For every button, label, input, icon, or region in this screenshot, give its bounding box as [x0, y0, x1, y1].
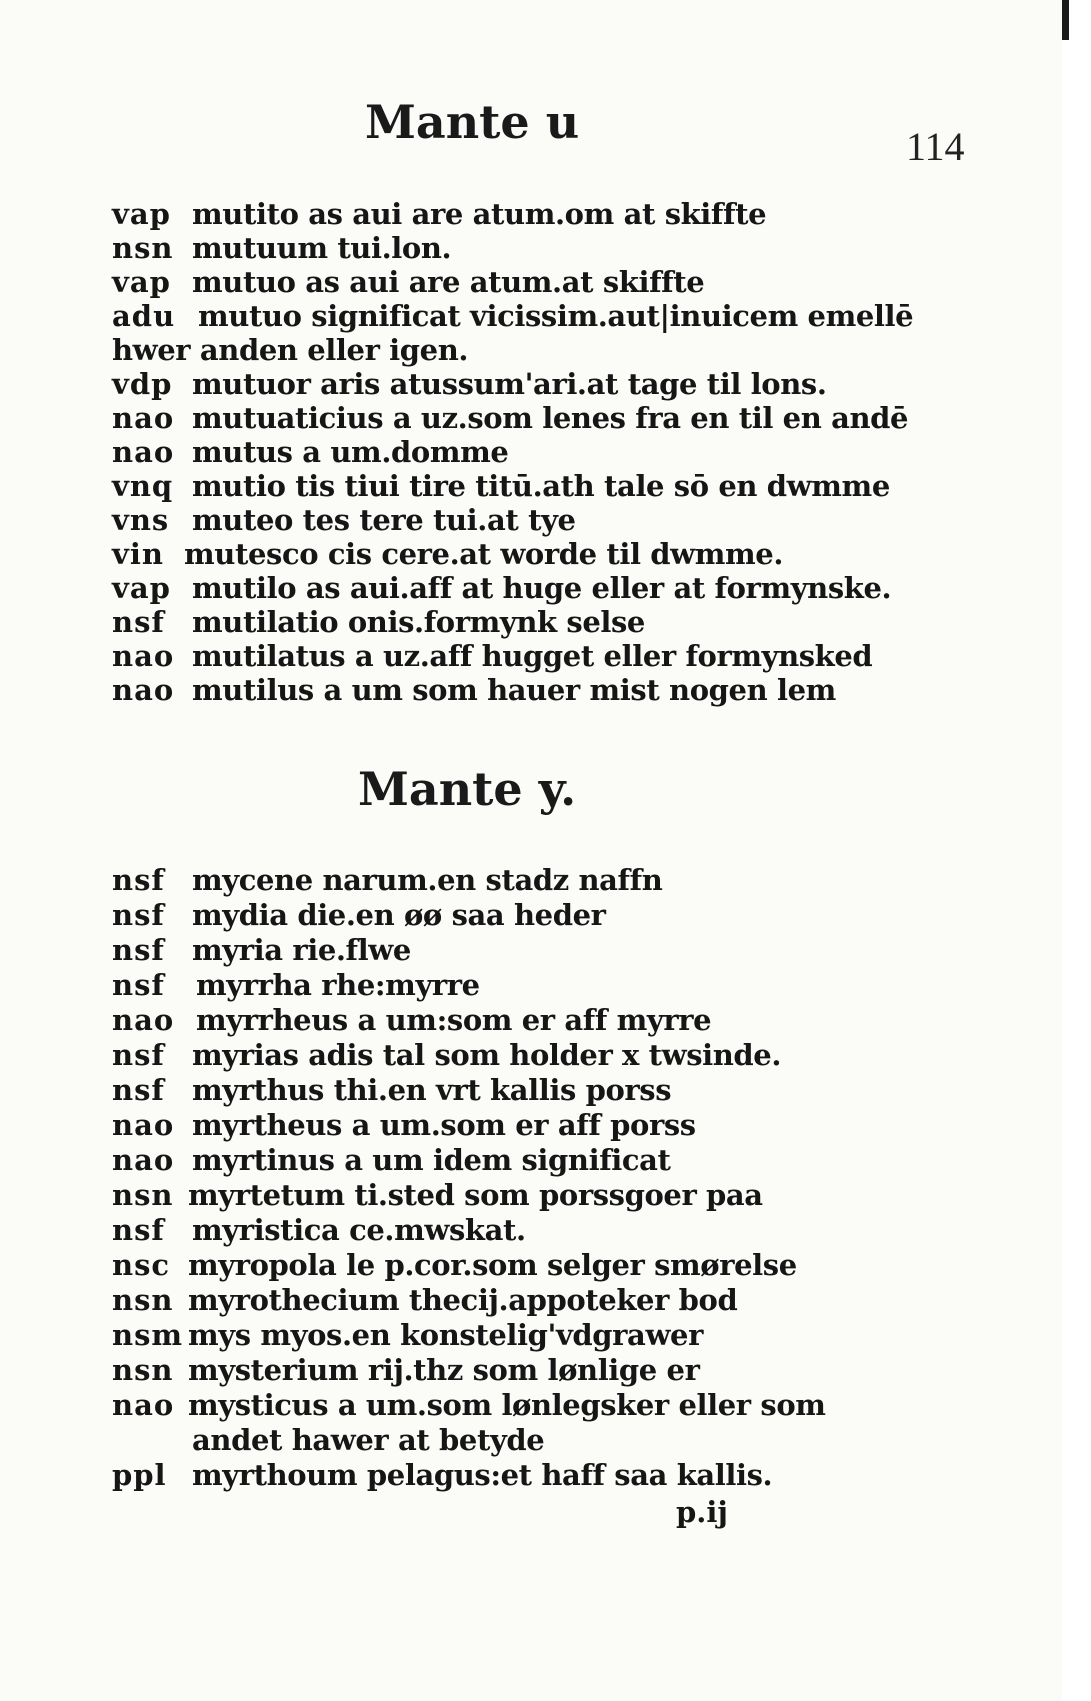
- grammar-code: nsf: [112, 605, 165, 639]
- entry-text: mutio tis tiui tire titū.ath tale sō en dwmme: [192, 469, 890, 503]
- entry-text: mutilatio onis.formynk selse: [192, 605, 645, 639]
- grammar-code: nao: [112, 673, 175, 707]
- entry-text: mutuo as aui are atum.at skiffte: [192, 265, 705, 299]
- entry-text: myrothecium thecij.appoteker bod: [188, 1283, 738, 1317]
- grammar-code: nsc: [112, 1248, 171, 1282]
- grammar-code: vdp: [112, 367, 173, 401]
- grammar-code: nao: [112, 639, 175, 673]
- entry-text: myrrha rhe:myrre: [196, 968, 480, 1002]
- entry-text: mutuo significat vicissim.aut|inuicem emellē: [198, 299, 914, 333]
- grammar-code: nsf: [112, 1073, 165, 1107]
- grammar-code: vap: [112, 571, 171, 605]
- running-title: Mante u: [365, 95, 580, 149]
- grammar-code: nsf: [112, 1038, 165, 1072]
- page-edge: [1062, 0, 1091, 1701]
- entry-continuation: hwer anden eller igen.: [112, 333, 469, 367]
- grammar-code: nsn: [112, 1178, 174, 1212]
- entry-text: mysterium rij.thz som lønlige er: [188, 1353, 700, 1387]
- entry-text: mutilo as aui.aff at huge eller at formynske.: [192, 571, 892, 605]
- grammar-code: vap: [112, 265, 171, 299]
- grammar-code: nsn: [112, 231, 174, 265]
- scan-shadow: [1062, 0, 1069, 40]
- entry-text: myrtinus a um idem significat: [192, 1143, 671, 1177]
- grammar-code: nsf: [112, 933, 165, 967]
- grammar-code: nsf: [112, 898, 165, 932]
- grammar-code: nsf: [112, 1213, 165, 1247]
- grammar-code: nsm: [112, 1318, 184, 1352]
- grammar-code: nsf: [112, 863, 165, 897]
- grammar-code: vin: [112, 537, 164, 571]
- entry-text: myrtetum ti.sted som porssgoer paa: [188, 1178, 763, 1212]
- entry-text: mutuor aris atussum'ari.at tage til lons.: [192, 367, 827, 401]
- entry-text: mys myos.en konstelig'vdgrawer: [188, 1318, 703, 1352]
- grammar-code: ppl: [112, 1458, 167, 1492]
- page-number: 114: [906, 124, 965, 169]
- entry-text: mutilatus a uz.aff hugget eller formynsked: [192, 639, 873, 673]
- entry-text: myrtheus a um.som er aff porss: [192, 1108, 696, 1142]
- entry-continuation: andet hawer at betyde: [192, 1423, 545, 1457]
- entry-text: mutuaticius a uz.som lenes fra en til en andē: [192, 401, 909, 435]
- entry-text: mysticus a um.som lønlegsker eller som: [188, 1388, 826, 1422]
- entry-text: mutilus a um som hauer mist nogen lem: [192, 673, 836, 707]
- entry-text: myrias adis tal som holder x twsinde.: [192, 1038, 782, 1072]
- grammar-code: vnq: [112, 469, 174, 503]
- grammar-code: vns: [112, 503, 170, 537]
- signature-mark: p.ij: [676, 1495, 728, 1529]
- grammar-code: nao: [112, 1108, 175, 1142]
- entry-text: myristica ce.mwskat.: [192, 1213, 526, 1247]
- entry-text: mutuum tui.lon.: [192, 231, 452, 265]
- entry-text: myrrheus a um:som er aff myrre: [196, 1003, 712, 1037]
- grammar-code: nao: [112, 1388, 175, 1422]
- entry-text: mycene narum.en stadz naffn: [192, 863, 663, 897]
- entry-text: mutesco cis cere.at worde til dwmme.: [184, 537, 784, 571]
- grammar-code: vap: [112, 197, 171, 231]
- entry-text: myrthus thi.en vrt kallis porss: [192, 1073, 672, 1107]
- entry-text: muteo tes tere tui.at tye: [192, 503, 576, 537]
- grammar-code: nsf: [112, 968, 165, 1002]
- entry-text: myria rie.flwe: [192, 933, 411, 967]
- entry-text: myropola le p.cor.som selger smørelse: [188, 1248, 797, 1282]
- grammar-code: adu: [112, 299, 176, 333]
- grammar-code: nao: [112, 401, 175, 435]
- grammar-code: nsn: [112, 1353, 174, 1387]
- grammar-code: nao: [112, 435, 175, 469]
- grammar-code: nao: [112, 1143, 175, 1177]
- entry-text: mutito as aui are atum.om at skiffte: [192, 197, 767, 231]
- entry-text: myrthoum pelagus:et haff saa kallis.: [192, 1458, 773, 1492]
- section-heading: Mante y.: [358, 762, 577, 816]
- grammar-code: nsn: [112, 1283, 174, 1317]
- grammar-code: nao: [112, 1003, 175, 1037]
- entry-text: mutus a um.domme: [192, 435, 509, 469]
- page-header: [0, 95, 1062, 169]
- entry-text: mydia die.en øø saa heder: [192, 898, 606, 932]
